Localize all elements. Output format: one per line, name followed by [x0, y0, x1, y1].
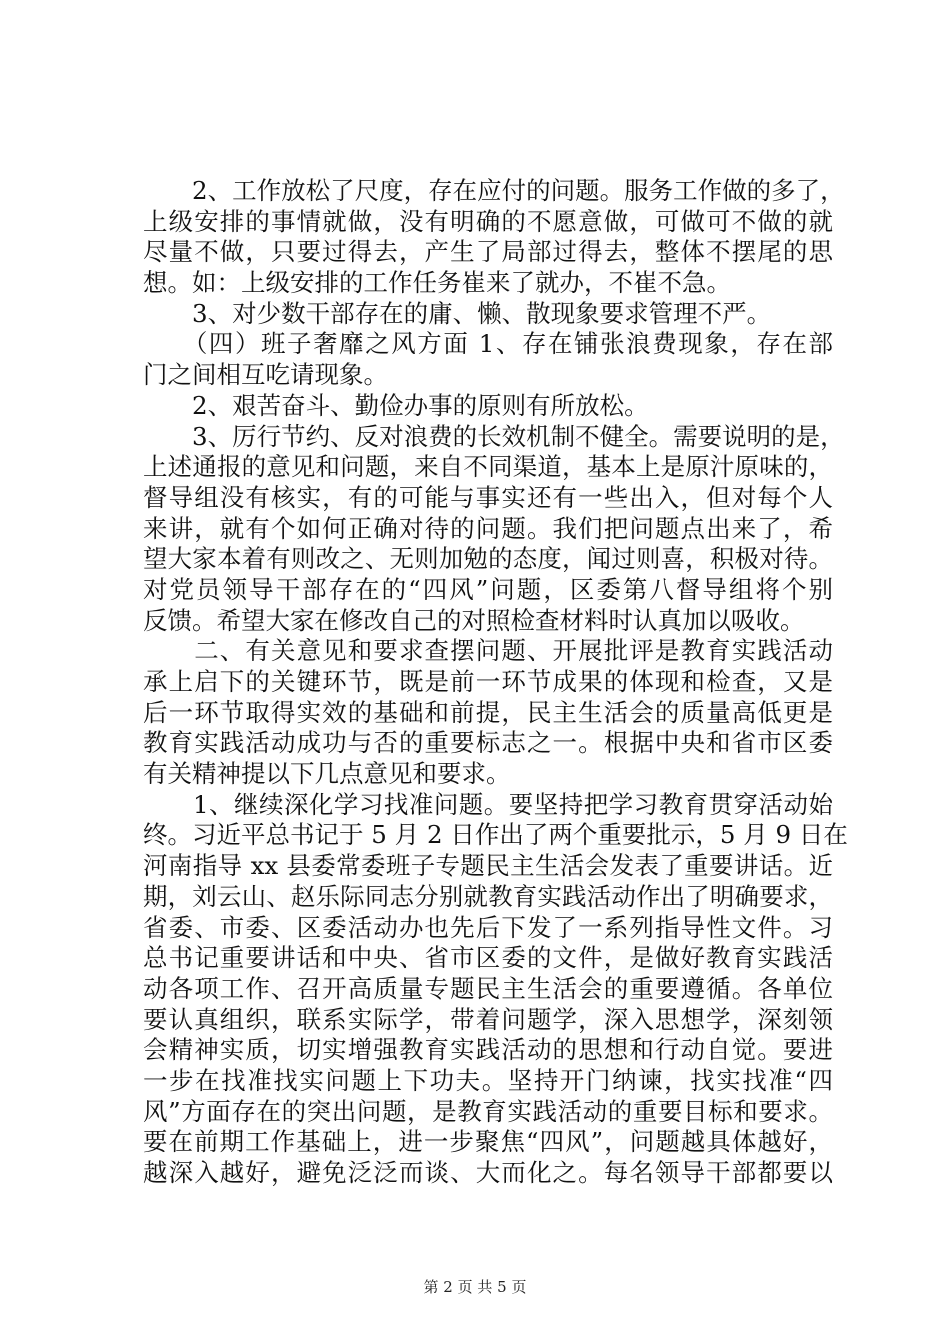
page-number: 第 2 页 共 5 页	[423, 1278, 527, 1296]
text-line: 3、对少数干部存在的庸、懒、散现象要求管理不严。	[143, 298, 772, 328]
text-line: 来讲，就有个如何正确对待的问题。我们把问题点出来了，希	[143, 513, 833, 543]
text-line: 越深入越好，避免泛泛而谈、大而化之。每名领导干部都要以	[143, 1158, 833, 1187]
text-line: 河南指导 xx 县委常委班子专题民主生活会发表了重要讲话。近	[143, 851, 833, 881]
page-footer	[0, 1276, 950, 1297]
text-line: 后一环节取得实效的基础和前提，民主生活会的质量高低更是	[143, 697, 833, 727]
text-line: 门之间相互吃请现象。	[143, 360, 388, 390]
text-line: 教育实践活动成功与否的重要标志之一。根据中央和省市区委	[143, 728, 833, 758]
text-line: 一步在找准找实问题上下功夫。坚持开门纳谏，找实找准“四	[143, 1065, 833, 1095]
text-line: （四）班子奢靡之风方面 1、存在铺张浪费现象，存在部	[143, 329, 833, 359]
text-line: 风”方面存在的突出问题，是教育实践活动的重要目标和要求。	[143, 1096, 833, 1126]
text-line: 期，刘云山、赵乐际同志分别就教育实践活动作出了明确要求，	[143, 881, 833, 911]
text-line: 尽量不做，只要过得去，产生了局部过得去，整体不摆尾的思	[143, 237, 833, 267]
text-line: 上述通报的意见和问题，来自不同渠道，基本上是原汁原味的，	[143, 452, 833, 482]
text-line: 总书记重要讲话和中央、省市区委的文件，是做好教育实践活	[143, 943, 833, 973]
text-line: 有关精神提以下几点意见和要求。	[143, 759, 511, 789]
text-line: 会精神实质，切实增强教育实践活动的思想和行动自觉。要进	[143, 1035, 833, 1065]
text-line: 2、艰苦奋斗、勤俭办事的原则有所放松。	[143, 390, 649, 420]
text-line: 望大家本着有则改之、无则加勉的态度，闻过则喜，积极对待。	[143, 544, 833, 574]
document-body	[143, 176, 848, 1189]
paragraph-lines	[143, 176, 848, 1189]
text-line: 2、工作放松了尺度，存在应付的问题。服务工作做的多了，	[143, 176, 845, 205]
text-line: 想。如：上级安排的工作任务崔来了就办，不崔不急。	[143, 268, 731, 298]
text-line: 二、有关意见和要求查摆问题、开展批评是教育实践活动	[143, 636, 833, 666]
text-line: 省委、市委、区委活动办也先后下发了一系列指导性文件。习	[143, 912, 833, 942]
text-line: 督导组没有核实，有的可能与事实还有一些出入，但对每个人	[143, 482, 833, 512]
text-line: 终。习近平总书记于 5 月 2 日作出了两个重要批示，5 月 9 日在	[143, 820, 848, 850]
text-line: 上级安排的事情就做，没有明确的不愿意做，可做可不做的就	[143, 206, 833, 236]
text-line: 要在前期工作基础上，进一步聚焦“四风”，问题越具体越好，	[143, 1127, 833, 1157]
text-line: 1、继续深化学习找准问题。要坚持把学习教育贯穿活动始	[143, 789, 833, 819]
text-line: 反馈。希望大家在修改自己的对照检查材料时认真加以吸收。	[143, 605, 805, 635]
text-line: 3、厉行节约、反对浪费的长效机制不健全。需要说明的是，	[143, 421, 845, 451]
text-line: 要认真组织，联系实际学，带着问题学，深入思想学，深刻领	[143, 1004, 833, 1034]
text-line: 对党员领导干部存在的“四风”问题，区委第八督导组将个别	[143, 574, 833, 604]
text-line: 承上启下的关键环节，既是前一环节成果的体现和检查，又是	[143, 667, 833, 696]
text-line: 动各项工作、召开高质量专题民主生活会的重要遵循。各单位	[143, 973, 833, 1003]
